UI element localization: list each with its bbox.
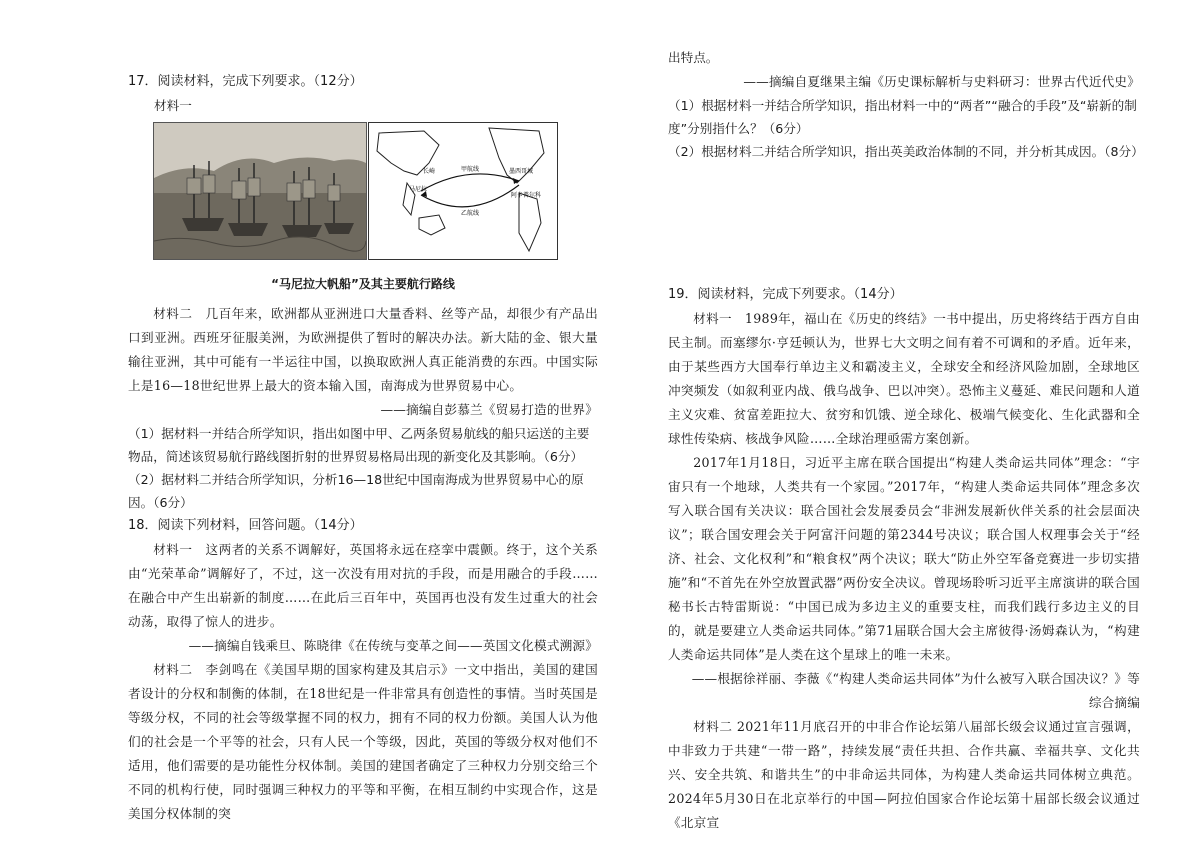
map-label-a: 乙航线	[461, 210, 480, 217]
q19-material1-p1: 材料一 1989年，福山在《历史的终结》一书中提出，历史将终结于西方自由民主制。而塞缪尔·亨廷顿认为，世界七大文明之间有着不可调和的矛盾。近年来，由于某些西方大国奉行单边主义和霸凌主义，全球安全和经济风险加剧，全球地区冲突频发（如叙利亚内战、俄乌战争、巴以冲突）。恐怖主义蔓延、难民问题和人道主义灾难、贫富差距拉大、贫穷和饥饿、逆全球化、极端气候变化、生化武器和全球性传染病、核战争风险……全球治理亟需方案创新。	[668, 311, 1140, 446]
world-map-illustration	[369, 123, 557, 259]
map-label-manila: 马尼拉	[409, 186, 428, 193]
q19-material1-source: ——根据徐祥丽、李薇《“构建人类命运共同体”为什么被写入联合国决议？》等	[691, 671, 1140, 686]
galleon-engraving-image	[153, 122, 367, 260]
q18-material1: 材料一 这两者的关系不调解好，英国将永远在痉挛中震颤。终于，这个关系由“光荣革命”调解好了，不过，这一次没有用对抗的手段，而是用融合的手段……在融合中产生出崭新的制度……在此后三百年中，英国再也没有发生过重大的社会动荡，取得了惊人的进步。	[128, 542, 598, 629]
q19-material1-p2: 2017年1月18日，习近平主席在联合国提出“构建人类命运共同体”理念：“宇宙只有一个地球，人类共有一个家园。”2017年，“构建人类命运共同体”理念多次写入联合国有关决议：联合国社会发展委员会“非洲发展新伙伴关系的社会层面决议”；联合国安理会关于阿富汗问题的第2344号决议；联合国人权理事会关于“经济、社会、文化权利”和“粮食权”两个决议；联大“防止外空军备竞赛进一步切实措施”和“不首先在外空放置武器”两份安全决议。曾现场聆听习近平主席演讲的联合国秘书长古特雷斯说：“中国已成为多边主义的重要支柱，而我们践行多边主义的目的，就是要建立人类命运共同体。”第71届联合国大会主席彼得·汤姆森认为，“构建人类命运共同体”是人类在这个星球上的唯一未来。	[668, 455, 1140, 662]
galleon-illustration	[154, 123, 366, 259]
q19-title: 19．阅读材料，完成下列要求。（14分）	[668, 287, 903, 302]
trade-route-map	[368, 122, 558, 260]
q18-material1-source: ——摘编自钱乘旦、陈晓律《在传统与变革之间——英国文化模式溯源》	[188, 638, 598, 653]
q17-part2: （2）据材料二并结合所学知识，分析16—18世纪中国南海成为世界贸易中心的原因。（6分）	[128, 472, 584, 510]
map-label-mexico: 墨西哥城	[509, 168, 534, 175]
material1-label: 材料一	[154, 98, 192, 113]
map-label-b: 甲航线	[461, 166, 480, 173]
continued-text: 出特点。	[668, 50, 719, 65]
map-label-changqi: 长崎	[423, 168, 436, 175]
left-column	[128, 0, 598, 826]
map-label-acapulco: 阿卡普尔科	[511, 192, 542, 199]
q18-material2: 材料二 李剑鸣在《美国早期的国家构建及其启示》一文中指出，美国的建国者设计的分权和制衡的体制，在18世纪是一件非常具有创造性的事情。当时英国是等级分权，不同的社会等级掌握不同的权力，拥有不同的权力份额。美国人认为他们的社会是一个平等的社会，只有人民一个等级，因此，英国的等级分权对他们不适用，他们需要的是功能性分权体制。美国的建国者确定了三种权力分别交给三个不同的机构行使，同时强调三种权力的平等和平衡，在相互制约中实现合作，这是美国分权体制的突	[128, 662, 598, 821]
q18-title: 18．阅读下列材料，回答问题。（14分）	[128, 518, 363, 533]
right-column	[668, 0, 1144, 835]
material2-text: 材料二 几百年来，欧洲都从亚洲进口大量香料、丝等产品，却很少有产品出口到亚洲。西班牙征服美洲，为欧洲提供了暂时的解决办法。新大陆的金、银大量输往亚洲，其中可能有一半运往中国，以换取欧洲人真正能消费的东西。中国实际上是16—18世纪世界上最大的资本输入国，南海成为世界贸易中心。	[128, 306, 598, 393]
figure	[153, 122, 598, 268]
q17-part1: （1）据材料一并结合所学知识，指出如图中甲、乙两条贸易航线的船只运送的主要物品，简述该贸易航行路线图折射的世界贸易格局出现的新变化及其影响。（6分）	[128, 426, 590, 464]
figure-caption: “马尼拉大帆船”及其主要航行路线	[271, 277, 455, 291]
continued-source: ——摘编自夏继果主编《历史课标解析与史料研习：世界古代近代史》	[743, 74, 1140, 89]
q19-material2: 材料二 2021年11月底召开的中非合作论坛第八届部长级会议通过宣言强调，中非致力于共建“一带一路”，持续发展“责任共担、合作共赢、幸福共享、文化共兴、安全共筑、和谐共生”的中非命运共同体，为构建人类命运共同体树立典范。2024年5月30日在北京举行的中国—阿拉伯国家合作论坛第十届部长级会议通过《北京宣	[668, 719, 1140, 830]
q18-part1: （1）根据材料一并结合所学知识，指出材料一中的“两者”“融合的手段”及“崭新的制度”分别指什么？（6分）	[668, 98, 1137, 136]
material2-source: ——摘编自彭慕兰《贸易打造的世界》	[380, 402, 598, 417]
q19-material1-source-2: 综合摘编	[1088, 695, 1140, 710]
q18-part2: （2）根据材料二并结合所学知识，指出英美政治体制的不同，并分析其成因。（8分）	[668, 144, 1144, 159]
q17-title: 17．阅读材料，完成下列要求。（12分）	[128, 74, 363, 89]
